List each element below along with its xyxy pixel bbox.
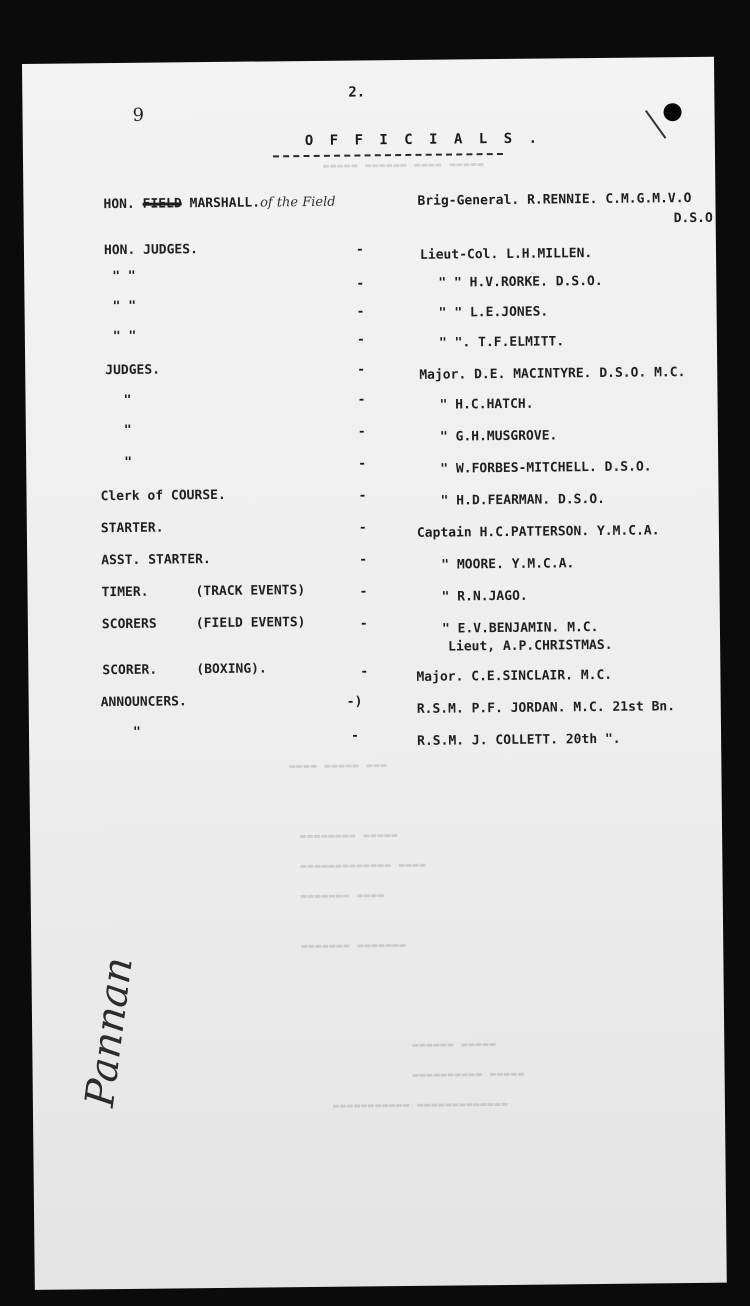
entry-dash: - xyxy=(358,488,367,504)
entry-dash: - xyxy=(358,456,367,472)
entry-name: " " H.V.RORKE. D.S.O. xyxy=(438,273,603,291)
entry-role xyxy=(103,195,335,212)
role-text: TIMER. xyxy=(101,584,149,601)
entry-role: " " xyxy=(112,328,137,345)
entry-dash: - xyxy=(356,276,365,292)
typed-page-number: 2. xyxy=(348,84,366,101)
bleed-through-text: ▬▬▬▬▬▬▬▬▬▬▬ ▬▬▬▬▬▬▬▬▬▬▬▬▬ xyxy=(332,1098,509,1112)
entry-name: " H.D.FEARMAN. D.S.O. xyxy=(440,491,606,509)
entry-role-detail: (FIELD EVENTS) xyxy=(195,615,306,632)
entry-role: " " xyxy=(112,298,137,315)
entry-role-detail: (TRACK EVENTS) xyxy=(195,583,306,600)
entry-role: " xyxy=(132,724,141,740)
entry-name: " H.C.HATCH. xyxy=(439,396,534,413)
handwritten-insertion: of the Field xyxy=(259,194,336,211)
entry-name: " G.H.MUSGROVE. xyxy=(439,428,558,445)
entry-name: Major. D.E. MACINTYRE. D.S.O. M.C. xyxy=(419,365,686,383)
entry-dash: - xyxy=(359,552,368,568)
entry-name: Captain H.C.PATTERSON. Y.M.C.A. xyxy=(416,523,660,541)
signature-text: Pannan xyxy=(76,954,142,1110)
role-text-cont: MARSHALL. xyxy=(181,195,261,212)
entry-name: R.S.M. P.F. JORDAN. M.C. 21st Bn. xyxy=(416,699,676,717)
entry-role: Clerk of COURSE. xyxy=(100,487,226,505)
entry-name: Major. C.E.SINCLAIR. M.C. xyxy=(416,667,613,685)
entry-role: " " xyxy=(112,268,136,285)
bleed-through-text: ▬▬▬▬▬▬▬▬ ▬▬▬▬▬ xyxy=(300,830,399,843)
entry-dash: - xyxy=(359,584,368,600)
entry-role: SCORER. xyxy=(102,662,158,679)
bleed-through-text: ▬▬▬▬▬▬▬▬▬▬▬▬▬ ▬▬▬▬ xyxy=(300,859,427,873)
entry-role: " xyxy=(123,392,132,408)
entry-role: ANNOUNCERS. xyxy=(100,694,187,711)
role-text: HON. xyxy=(103,196,143,213)
entry-role: " xyxy=(124,454,133,470)
entry-dash: - xyxy=(358,520,367,536)
entry-name-cont: Lieut, A.P.CHRISTMAS. xyxy=(448,637,613,655)
bleed-through-text: ▬▬▬▬▬▬ ▬▬▬▬▬ xyxy=(412,1039,497,1051)
entry-role: ASST. STARTER. xyxy=(101,552,211,569)
entry-name: " E.V.BENJAMIN. M.C. xyxy=(441,619,599,637)
entry-name: " ". T.F.ELMITT. xyxy=(438,334,565,351)
entry-dash: - xyxy=(360,664,369,680)
entry-name: " MOORE. Y.M.C.A. xyxy=(441,556,575,573)
bleed-through-text: ▬▬▬▬ ▬▬▬▬▬ ▬▬▬ xyxy=(289,760,388,773)
entry-role: SCORERS xyxy=(101,616,157,633)
bleed-through-text: ▬▬▬▬▬▬▬▬▬▬ ▬▬▬▬▬ xyxy=(412,1068,525,1081)
entry-role-detail: (BOXING). xyxy=(196,661,267,678)
page-title: O F F I C I A L S . xyxy=(304,130,542,150)
margin-signature xyxy=(77,945,149,1110)
entry-dash: - xyxy=(357,362,366,378)
entry-role: JUDGES. xyxy=(105,362,161,379)
entry-name: " W.FORBES-MITCHELL. D.S.O. xyxy=(440,459,652,477)
entry-role: HON. JUDGES. xyxy=(103,242,198,259)
document-page xyxy=(22,57,727,1290)
entry-role: STARTER. xyxy=(100,520,164,537)
punch-hole xyxy=(663,103,681,121)
entry-dash: - xyxy=(356,332,365,348)
entry-name-cont: D.S.O xyxy=(673,210,713,227)
entry-dash: - xyxy=(357,392,366,408)
struck-word: FIELD xyxy=(142,196,182,212)
entry-dash: - xyxy=(355,242,364,258)
entry-dash: - xyxy=(359,616,368,632)
entry-dash: -) xyxy=(346,694,363,710)
bleed-through-text: ▬▬▬▬▬▬▬ ▬▬▬▬▬▬▬ xyxy=(301,940,407,953)
entry-name: Brig-General. R.RENNIE. C.M.G.M.V.O xyxy=(417,190,692,209)
entry-dash: - xyxy=(356,304,365,320)
bleed-through-text: ▬▬▬▬▬▬▬ ▬▬▬▬ xyxy=(300,890,386,903)
entry-name: " " L.E.JONES. xyxy=(438,304,549,321)
entry-name: R.S.M. J. COLLETT. 20th ". xyxy=(417,731,621,749)
entry-name: " R.N.JAGO. xyxy=(441,588,528,605)
title-underline xyxy=(273,153,503,157)
entry-role xyxy=(101,585,148,600)
handwritten-page-number: 9 xyxy=(132,104,145,126)
entry-dash: - xyxy=(357,424,366,440)
entry-dash: - xyxy=(350,728,359,744)
bleed-through-text: ▬▬▬▬▬ ▬▬▬▬▬▬ ▬▬▬▬ ▬▬▬▬▬ xyxy=(323,159,485,172)
entry-role: " xyxy=(123,422,132,438)
entry-name: Lieut-Col. L.H.MILLEN. xyxy=(419,246,593,263)
